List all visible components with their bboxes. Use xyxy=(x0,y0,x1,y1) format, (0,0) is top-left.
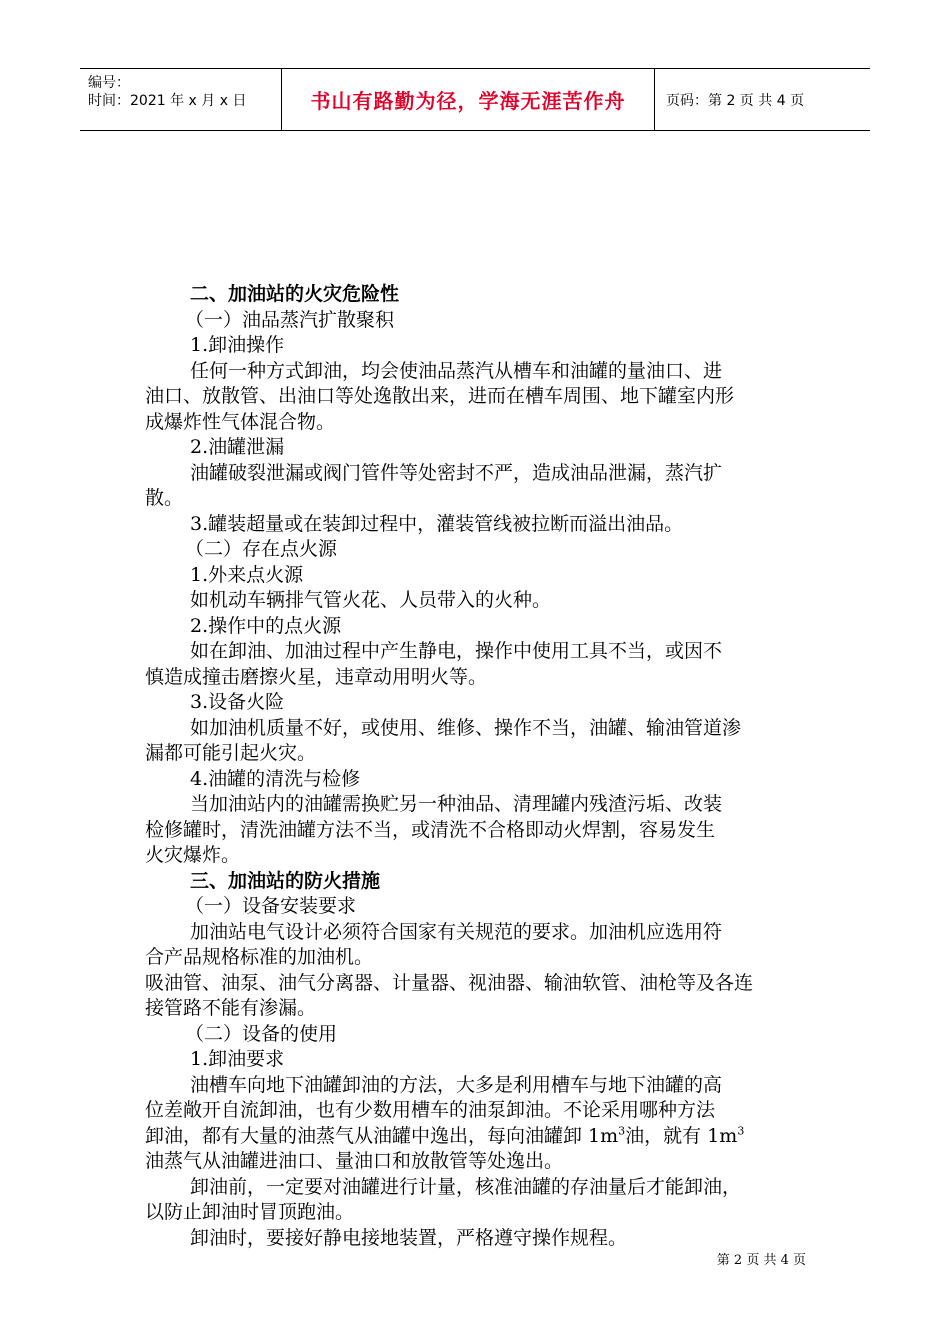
paragraph-line: 油罐破裂泄漏或阀门管件等处密封不严，造成油品泄漏，蒸汽扩 xyxy=(190,461,723,484)
paragraph-line: 当加油站内的油罐需换贮另一种油品、清理罐内残渣污垢、改装 xyxy=(190,793,723,815)
header-motto-cell xyxy=(282,69,655,130)
paragraph-line: 油口、放散管、出油口等处逸散出来，进而在槽车周围、地下罐室内形 xyxy=(145,385,735,407)
paragraph-line: 如在卸油、加油过程中产生静电，操作中使用工具不当，或因不 xyxy=(190,640,723,662)
paragraph-line: 火灾爆炸。 xyxy=(145,844,241,866)
paragraph-line: 吸油管、油泵、油气分离器、计量器、视油器、输油软管、油枪等及各连 xyxy=(145,971,754,994)
item-heading: 1.外来点火源 xyxy=(190,563,304,586)
paragraph-line: 位差敞开自流卸油，也有少数用槽车的油泵卸油。不论采用哪种方法 xyxy=(145,1099,716,1121)
document-number-label: 编号： xyxy=(88,75,130,91)
superscript: 3 xyxy=(618,1124,626,1138)
paragraph-line: 卸油时，要接好静电接地装置，严格遵守操作规程。 xyxy=(190,1226,628,1249)
text-run: 卸油，都有大量的油蒸气从油罐中逸出，每向油罐卸 1m xyxy=(145,1124,619,1147)
header-meta-cell xyxy=(80,69,282,130)
paragraph-line: 加油站电气设计必须符合国家有关规范的要求。加油机应选用符 xyxy=(190,920,723,943)
header-page-number: 页码：第 2 页 共 4 页 xyxy=(666,92,805,109)
document-time-label: 时间：2021 年 x 月 x 日 xyxy=(88,93,247,109)
subsection-heading: （二）存在点火源 xyxy=(185,538,338,560)
paragraph-line: 成爆炸性气体混合物。 xyxy=(145,410,336,433)
paragraph-line: 任何一种方式卸油，均会使油品蒸汽从槽车和油罐的量油口、进 xyxy=(190,359,723,382)
motto-text: 书山有路勤为径，学海无涯苦作舟 xyxy=(310,89,626,113)
subsection-heading: （二）设备的使用 xyxy=(185,1022,338,1045)
subsection-heading: （一）油品蒸汽扩散聚积 xyxy=(185,308,395,331)
paragraph-line: 慎造成撞击磨擦火星，违章动用明火等。 xyxy=(145,665,488,688)
paragraph-line: 3.罐装超量或在装卸过程中，灌装管线被拉断而溢出油品。 xyxy=(190,512,684,535)
page-footer: 第 2 页 共 4 页 xyxy=(716,1253,806,1268)
header-page-cell xyxy=(655,69,870,130)
item-heading: 2.油罐泄漏 xyxy=(190,436,285,458)
page-header xyxy=(80,68,870,131)
text-run: 油，就有 1m xyxy=(625,1124,738,1147)
item-heading: 2.操作中的点火源 xyxy=(190,614,342,637)
paragraph-line: 油槽车向地下油罐卸油的方法，大多是利用槽车与地下油罐的高 xyxy=(190,1073,723,1096)
paragraph-line: 漏都可能引起火灾。 xyxy=(145,742,317,764)
section-heading: 三、加油站的防火措施 xyxy=(190,869,381,892)
item-heading: 3.设备火险 xyxy=(190,691,285,713)
paragraph-line: 如加油机质量不好，或使用、维修、操作不当，油罐、输油管道渗 xyxy=(190,716,742,739)
paragraph-line: 散。 xyxy=(145,487,184,509)
paragraph-line: 合产品规格标准的加油机。 xyxy=(145,946,374,968)
document-body xyxy=(145,282,810,1251)
paragraph-line: 卸油前，一定要对油罐进行计量，核准油罐的存油量后才能卸油， xyxy=(190,1175,742,1198)
paragraph-line: 检修罐时，清洗油罐方法不当，或清洗不合格即动火焊割，容易发生 xyxy=(145,818,716,841)
paragraph-line xyxy=(145,1124,810,1150)
paragraph-line: 接管路不能有渗漏。 xyxy=(145,997,317,1019)
subsection-heading: （一）设备安装要求 xyxy=(185,895,357,917)
paragraph-line: 如机动车辆排气管火花、人员带入的火种。 xyxy=(190,589,552,611)
paragraph-line: 油蒸气从油罐进油口、量油口和放散管等处逸出。 xyxy=(145,1150,564,1172)
item-heading: 4.油罐的清洗与检修 xyxy=(190,767,361,790)
item-heading: 1.卸油操作 xyxy=(190,334,285,356)
superscript: 3 xyxy=(737,1124,745,1138)
section-heading: 二、加油站的火灾危险性 xyxy=(190,283,400,305)
paragraph-line: 以防止卸油时冒顶跑油。 xyxy=(145,1201,355,1223)
item-heading: 1.卸油要求 xyxy=(190,1048,285,1070)
